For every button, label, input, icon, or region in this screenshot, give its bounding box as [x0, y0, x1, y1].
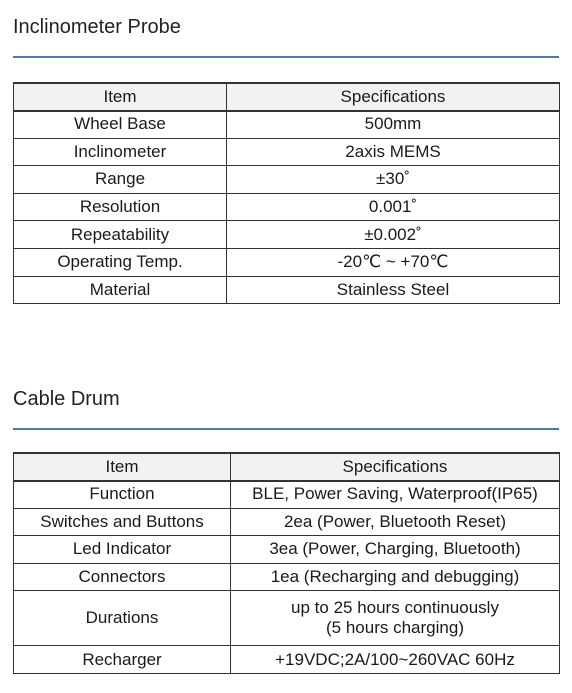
row-spec: 1ea (Recharging and debugging)	[231, 563, 560, 591]
row-item: Durations	[14, 591, 231, 646]
section-title-cable-drum: Cable Drum	[13, 388, 120, 410]
table-row	[14, 166, 560, 194]
table-row	[14, 249, 560, 277]
row-spec: 0.001˚	[227, 193, 560, 221]
row-item: Range	[14, 166, 227, 194]
row-item: Resolution	[14, 193, 227, 221]
table-row	[14, 508, 560, 536]
row-item: Inclinometer	[14, 138, 227, 166]
row-spec: 2ea (Power, Bluetooth Reset)	[231, 508, 560, 536]
table-row	[14, 481, 560, 509]
row-spec: Stainless Steel	[227, 276, 560, 304]
table-row	[14, 276, 560, 304]
table-row	[14, 221, 560, 249]
table-row	[14, 591, 560, 646]
table-row	[14, 111, 560, 139]
table-header-row	[14, 453, 560, 481]
row-spec-line: up to 25 hours continuously	[291, 598, 499, 618]
row-spec: BLE, Power Saving, Waterproof(IP65)	[231, 481, 560, 509]
row-item: Switches and Buttons	[14, 508, 231, 536]
row-item: Operating Temp.	[14, 249, 227, 277]
column-header-specifications: Specifications	[231, 453, 560, 481]
row-spec: ±30˚	[227, 166, 560, 194]
column-header-specifications: Specifications	[227, 83, 560, 111]
inclinometer-probe-spec-table	[13, 82, 560, 304]
row-spec: 500mm	[227, 111, 560, 139]
row-spec-line: (5 hours charging)	[326, 618, 464, 638]
column-header-item: Item	[14, 83, 227, 111]
row-item: Led Indicator	[14, 536, 231, 564]
table-row	[14, 193, 560, 221]
section-divider	[13, 428, 559, 430]
table-row	[14, 138, 560, 166]
row-item: Repeatability	[14, 221, 227, 249]
section-title-inclinometer-probe: Inclinometer Probe	[13, 16, 181, 38]
row-spec	[231, 591, 560, 646]
row-spec: -20℃ ~ +70℃	[227, 249, 560, 277]
row-spec: 3ea (Power, Charging, Bluetooth)	[231, 536, 560, 564]
row-spec: +19VDC;2A/100~260VAC 60Hz	[231, 646, 560, 674]
row-item: Function	[14, 481, 231, 509]
table-header-row	[14, 83, 560, 111]
table-row	[14, 646, 560, 674]
row-item: Wheel Base	[14, 111, 227, 139]
row-item: Material	[14, 276, 227, 304]
table-row	[14, 563, 560, 591]
section-divider	[13, 56, 559, 58]
cable-drum-spec-table	[13, 452, 560, 674]
row-item: Connectors	[14, 563, 231, 591]
row-item: Recharger	[14, 646, 231, 674]
row-spec: 2axis MEMS	[227, 138, 560, 166]
row-spec: ±0.002˚	[227, 221, 560, 249]
column-header-item: Item	[14, 453, 231, 481]
table-row	[14, 536, 560, 564]
